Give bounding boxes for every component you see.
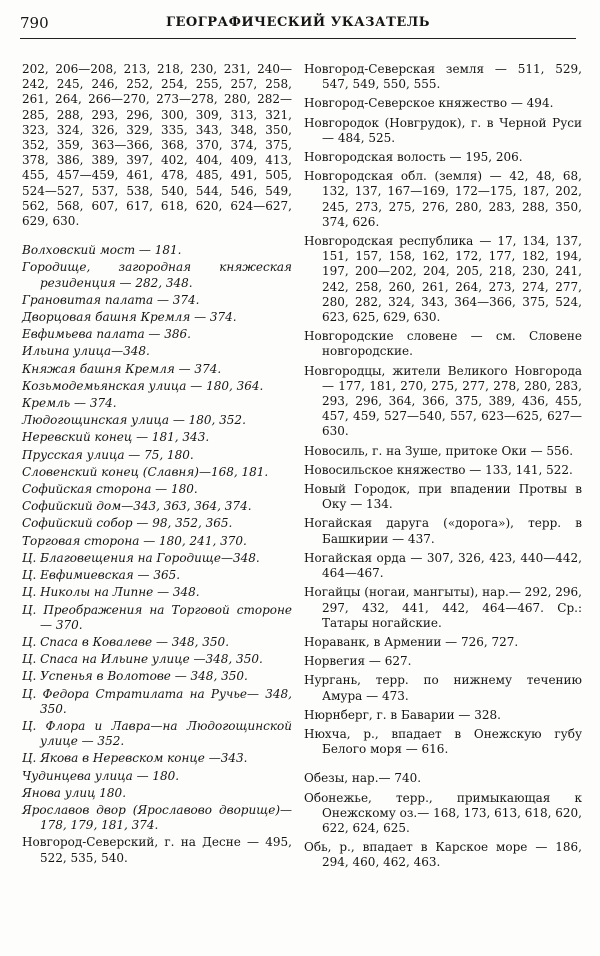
index-entry: Обонежье, терр., примыкающая к Онежскому оз.— 168, 173, 613, 618, 620, 622, 624, 625.	[304, 790, 582, 835]
sub-entry: Козьмодемьянская улица — 180, 364.	[22, 378, 264, 393]
index-entry: Ногайская орда — 307, 326, 423, 440—442, 464—467.	[304, 550, 582, 581]
index-entry: Новгородок (Новгрудок), г. в Черной Руси — 484, 525.	[304, 115, 582, 145]
sub-entry: Евфимьева палата — 386.	[22, 327, 191, 342]
spacer	[22, 233, 292, 243]
index-entry: Новгород-Северский, г. на Десне — 495, 522, 535, 540.	[22, 835, 292, 865]
sub-entry: Неревский конец — 181, 343.	[22, 430, 210, 445]
index-entry: Нораванк, в Армении — 726, 727.	[304, 634, 519, 649]
sub-entry-list	[22, 243, 292, 833]
sub-entry: Волховский мост — 181.	[22, 243, 182, 258]
index-entry: Новгород-Северская земля — 511, 529, 547, 549, 550, 555.	[304, 62, 582, 92]
index-entry: Новгородская республика — 17, 134, 137, 151, 157, 158, 162, 172, 177, 182, 194, 197, 200—202, 204, 205, 218, 230, 241, 242, 258, 260, 261, 264, 273, 274, 277, 280, 282, 324, 343, 364—366, 375, 524, 623, 625, 629, 630.	[304, 234, 582, 325]
sub-entry: Ярославов двор (Ярославово дворище)— 178, 179, 181, 374.	[22, 802, 292, 833]
index-entry: Ногайцы (ногаи, мангыты), нар.— 292, 296, 297, 432, 441, 442, 464—467. Ср.: Татары ногайские.	[304, 585, 582, 630]
sub-entry: Ц. Федора Стратилата на Ручье— 348, 350.	[22, 686, 292, 716]
sub-entry: Софийский собор — 98, 352, 365.	[22, 516, 233, 531]
index-entry: Новосиль, г. на Зуше, притоке Оки — 556.	[304, 443, 574, 458]
sub-entry: Ц. Спаса на Ильине улице —348, 350.	[22, 652, 263, 667]
running-title: ГЕОГРАФИЧЕСКИЙ УКАЗАТЕЛЬ	[166, 15, 430, 30]
index-entry: Новгородская волость — 195, 206.	[304, 150, 523, 165]
index-entry: Обь, р., впадает в Карское море — 186, 294, 460, 462, 463.	[304, 840, 582, 870]
sub-entry: Ц. Преображения на Торговой стороне — 370.	[22, 602, 292, 632]
index-entry: Обезы, нар.— 740.	[304, 771, 422, 786]
sub-entry: Дворцовая башня Кремля — 374.	[22, 310, 237, 325]
left-column	[22, 62, 292, 870]
sub-entry: Ц. Евфимиевская — 365.	[22, 568, 181, 583]
sub-entry: Городище, загородная княжеская резиденция — 282, 348.	[22, 260, 292, 290]
right-column	[304, 62, 582, 875]
index-entry: Нюхча, р., впадает в Онежскую губу Белого моря — 616.	[304, 726, 582, 757]
sub-entry: Ц. Якова в Неревском конце —343.	[22, 751, 248, 766]
sub-entry: Ц. Спаса в Ковалеве — 348, 350.	[22, 634, 230, 649]
sub-entry: Софийский дом—343, 363, 364, 374.	[22, 499, 252, 514]
sub-entry: Софийская сторона — 180.	[22, 482, 198, 497]
sub-entry: Ц. Благовещения на Городище—348.	[22, 550, 260, 565]
index-entry: Нюрнберг, г. в Баварии — 328.	[304, 707, 501, 722]
sub-entry: Ильина улица—348.	[22, 344, 150, 359]
index-entry: Ногайская даруга («дорога»), терр. в Башкирии — 437.	[304, 516, 582, 546]
continuation-entry: 202, 206—208, 213, 218, 230, 231, 240—242, 245, 246, 252, 254, 255, 257, 258, 261, 264, 266—270, 273—278, 280, 282—285, 288, 293, 296, 300, 309, 313, 321, 323, 324, 326, 329, 335, 343, 348, 350, 352, 359, 363—366, 368, 370, 374, 375, 378, 386, 389, 397, 402, 404, 409, 413, 455, 457—459, 461, 478, 485, 491, 505, 524—527, 537, 538, 540, 544, 546, 549, 562, 568, 607, 617, 618, 620, 624—627, 629, 630.	[22, 62, 292, 229]
entry-list-o	[304, 771, 582, 870]
sub-entry: Кремль — 374.	[22, 396, 117, 411]
index-entry: Новгородские словене — см. Словене новгородские.	[304, 329, 582, 359]
sub-entry: Людогощинская улица — 180, 352.	[22, 413, 246, 428]
sub-entry: Прусская улица — 75, 180.	[22, 447, 194, 462]
index-entry: Новосильское княжество — 133, 141, 522.	[304, 462, 573, 477]
index-entry: Новгородская обл. (земля) — 42, 48, 68, 132, 137, 167—169, 172—175, 187, 202, 245, 273, 275, 276, 280, 283, 288, 350, 374, 626.	[304, 169, 582, 229]
sub-entry: Княжая башня Кремля — 374.	[22, 361, 222, 376]
sub-entry: Грановитая палата — 374.	[22, 292, 200, 307]
index-entry: Новгород-Северское княжество — 494.	[304, 96, 554, 111]
sub-entry: Ц. Флора и Лавра—на Людогощинской улице — 352.	[22, 718, 292, 749]
entry-list-n	[304, 62, 582, 757]
index-entry: Норвегия — 627.	[304, 654, 412, 669]
sub-entry: Торговая сторона — 180, 241, 370.	[22, 533, 247, 548]
sub-entry: Чудинцева улица — 180.	[22, 768, 180, 783]
sub-entry: Янова улиц 180.	[22, 785, 127, 800]
page-number: 790	[20, 14, 49, 32]
index-entry: Нургань, терр. по нижнему течению Амура — 473.	[304, 673, 582, 703]
sub-entry: Ц. Успенья в Волотове — 348, 350.	[22, 669, 248, 684]
index-entry: Новгородцы, жители Великого Новгорода — 177, 181, 270, 275, 277, 278, 280, 283, 293, 296, 364, 366, 375, 389, 436, 455, 457, 459, 527—540, 557, 623—625, 627—630.	[304, 363, 582, 439]
sub-entry: Ц. Николы на Липне — 348.	[22, 585, 200, 600]
index-entry: Новый Городок, при впадении Протвы в Оку — 134.	[304, 482, 582, 512]
page-header	[20, 14, 576, 39]
sub-entry: Словенский конец (Славня)—168, 181.	[22, 464, 269, 479]
spacer	[304, 761, 582, 771]
